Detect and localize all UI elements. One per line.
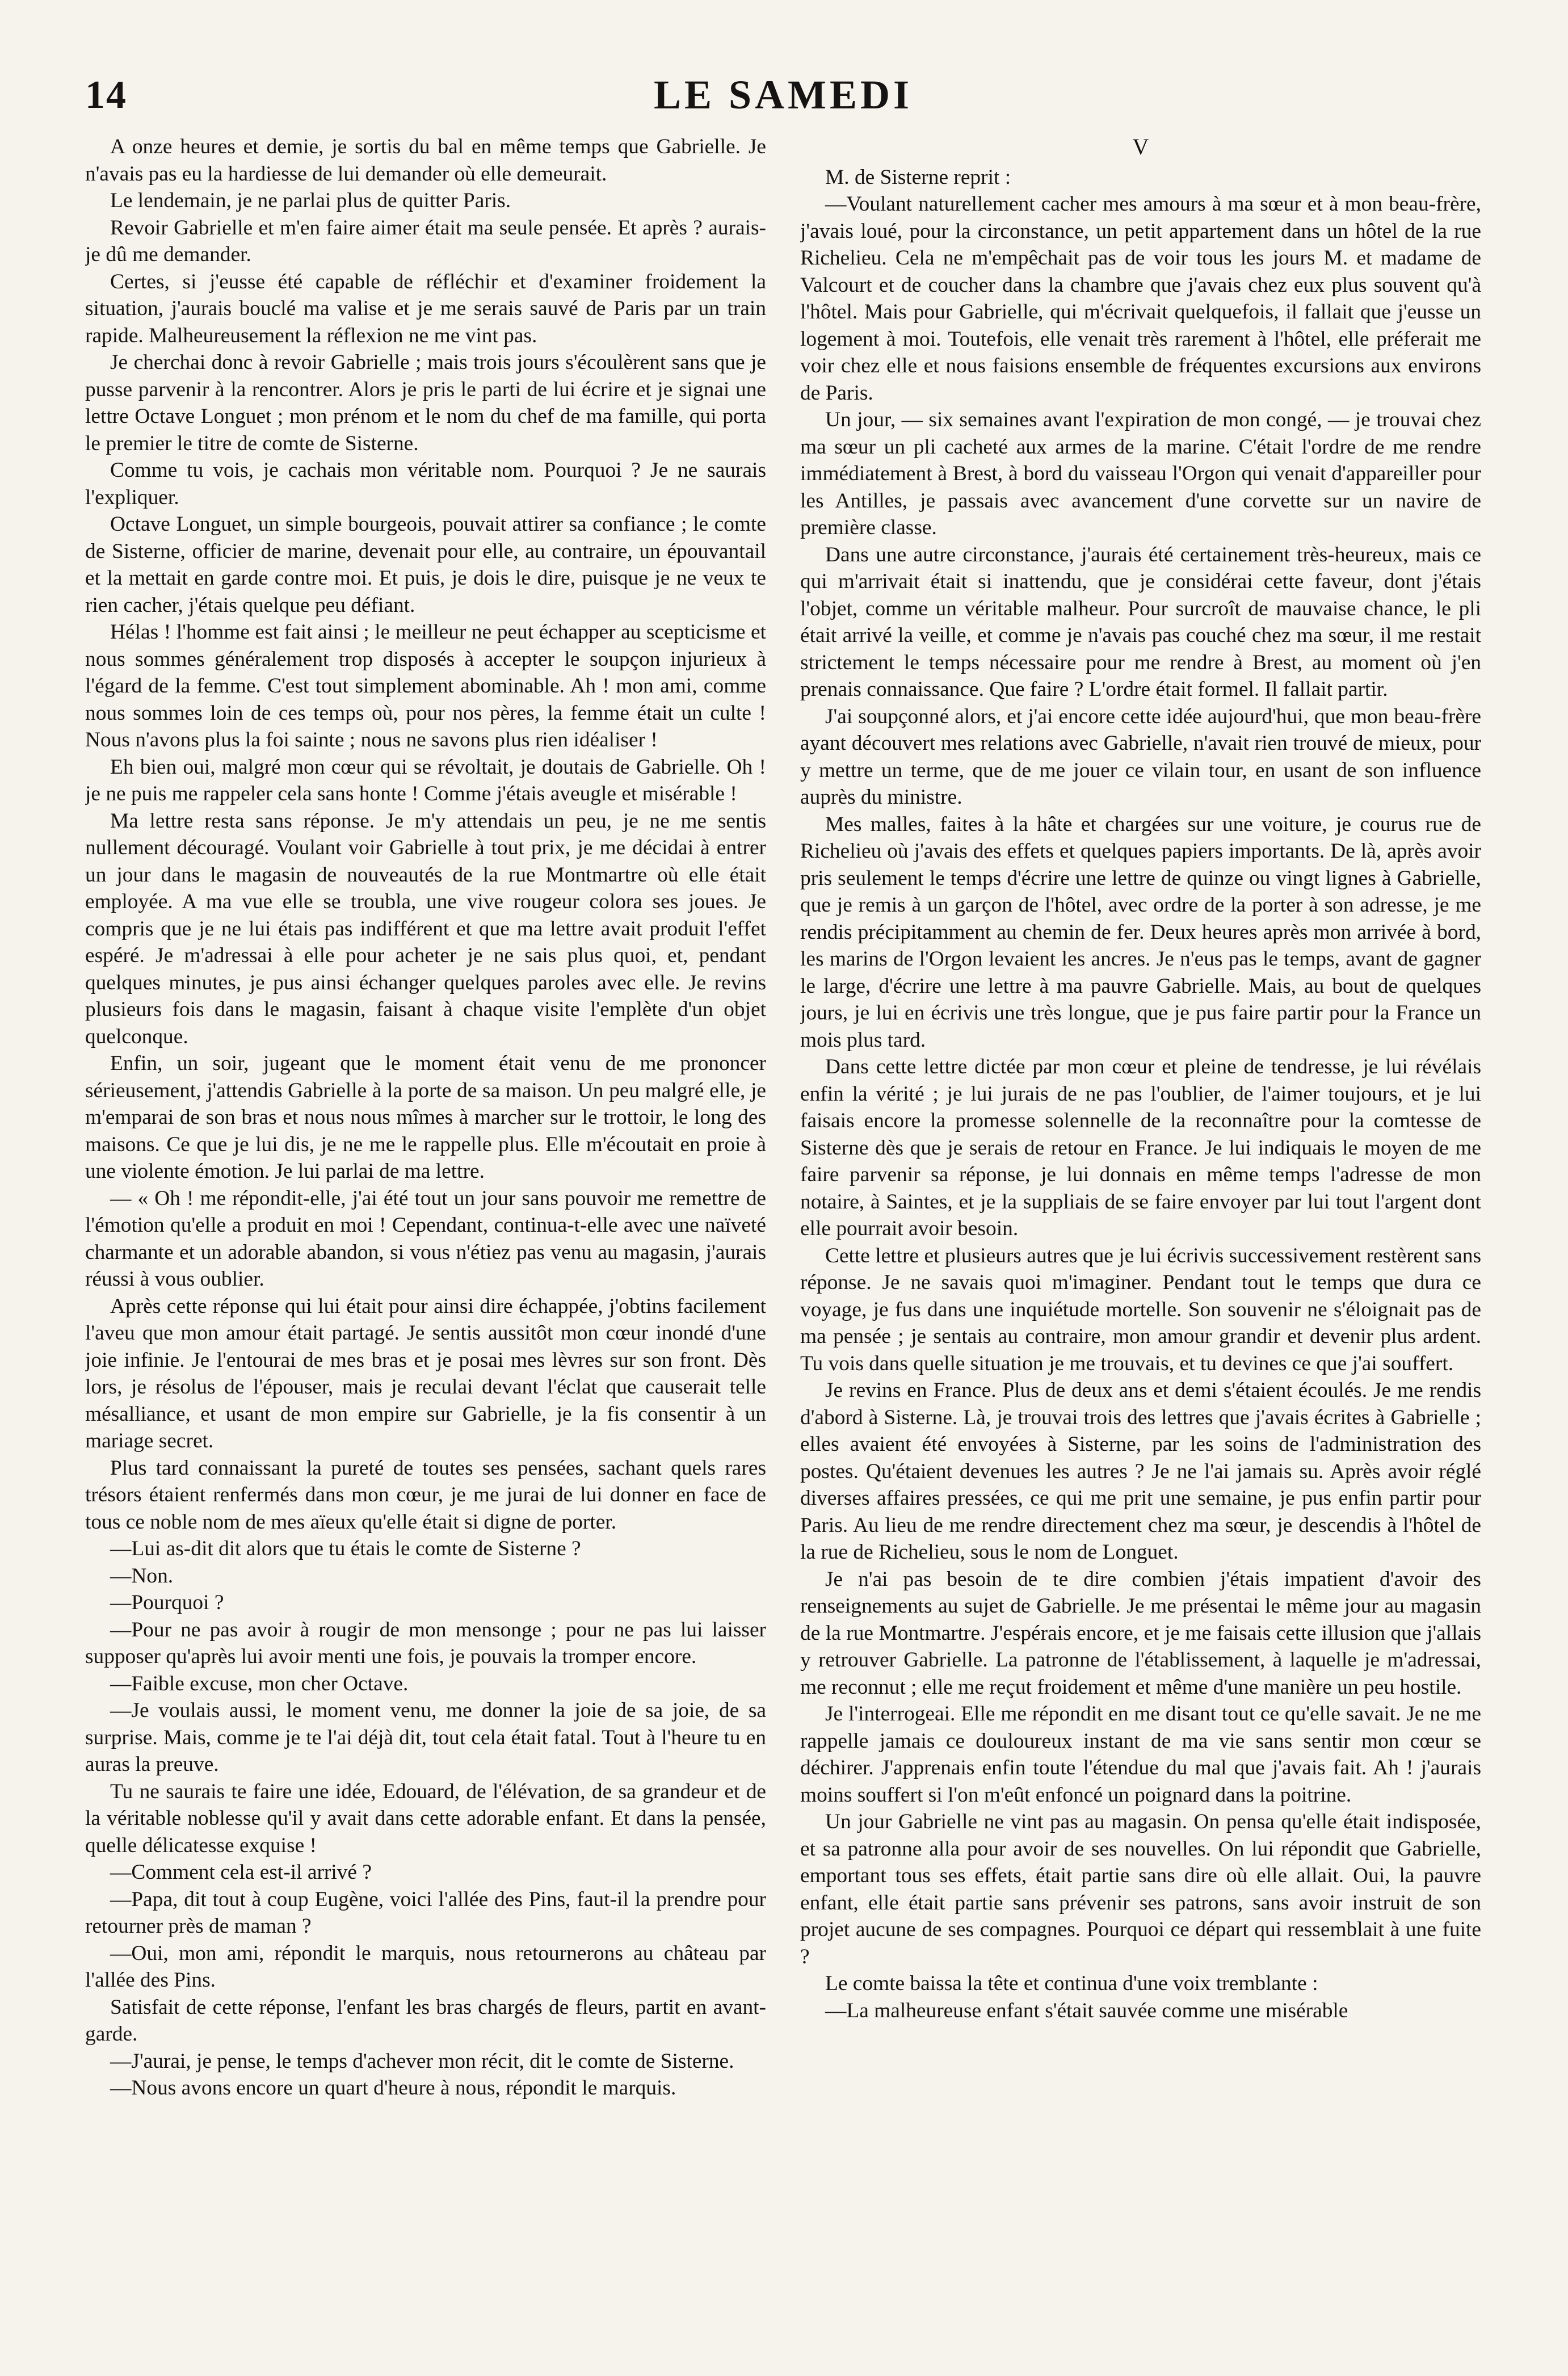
paragraph: Je revins en France. Plus de deux ans et demi s'étaient écoulés. Je me rendis d'abord à Sisterne. Là, je trouvai trois des lettres que j'avais écrites à Gabrielle ; elles avaient été envoyées à Sisterne, par les soins de l'administration des postes. Qu'étaient devenues les autres ? Je ne l'ai jamais su. Après avoir réglé diverses affaires pressées, ce qui me prit une semaine, je pus enfin partir pour Paris. Au lieu de me rendre directement chez ma sœur, je descendis à l'hôtel de la rue de Richelieu, sous le nom de Longuet.: [800, 1379, 1481, 1564]
paragraph: —Lui as-dit dit alors que tu étais le comte de Sisterne ?: [110, 1537, 581, 1560]
paragraph: Satisfait de cette réponse, l'enfant les bras chargés de fleurs, partit en avant-garde.: [85, 1995, 766, 2046]
paragraph: Mes malles, faites à la hâte et chargées sur une voiture, je courus rue de Richelieu où j'avais des effets et quelques papiers importants. De là, après avoir pris seulement le temps d'écrire une lettre de quinze ou vingt lignes à Gabrielle, que je remis à un garçon de l'hôtel, avec ordre de la porter à son adresse, je me rendis précipitamment au chemin de fer. Deux heures après mon arrivée à bord, les marins de l'Orgon levaient les ancres. Je n'eus pas le temps, avant de gagner le large, d'écrire une lettre à ma pauvre Gabrielle. Mais, au bout de quelques jours, je lui en écrivis une très longue, que je pus faire partir pour la France un mois plus tard.: [800, 812, 1481, 1052]
paragraph: —Comment cela est-il arrivé ?: [110, 1861, 372, 1884]
paragraph: Je n'ai pas besoin de te dire combien j'étais impatient d'avoir des renseignements au sujet de Gabrielle. Je me présentai le même jour au magasin de la rue Montmartre. J'espérais encore, et je me faisais cette illusion que j'allais y retrouver Gabrielle. La patronne de l'établissement, à laquelle je m'adressai, me reconnut ; elle me reçut froidement et même d'une manière un peu hostile.: [800, 1567, 1481, 1699]
paragraph: —Pourquoi ?: [110, 1591, 224, 1614]
paragraph: —Oui, mon ami, répondit le marquis, nous retournerons au château par l'allée des Pins.: [85, 1941, 766, 1992]
text-columns: [85, 133, 1481, 2341]
paragraph: —Nous avons encore un quart d'heure à nous, répondit le marquis.: [110, 2076, 676, 2100]
right-column: [800, 133, 1481, 2341]
paragraph: —Je voulais aussi, le moment venu, me donner la joie de sa joie, de sa surprise. Mais, comme je te l'ai déjà dit, tout cela était fatal. Tout à l'heure tu en auras la preuve.: [85, 1699, 766, 1776]
paragraph: Cette lettre et plusieurs autres que je lui écrivis successivement restèrent sans réponse. Je ne savais quoi m'imaginer. Pendant tout le temps que dura ce voyage, je fus dans une inquiétude mortelle. Son souvenir ne s'éloignait pas de ma pensée ; je sentais au contraire, mon amour grandir et devenir plus ardent. Tu vois dans quelle situation je me trouvais, et tu devines ce que j'ai souffert.: [800, 1244, 1481, 1375]
paragraph: A onze heures et demie, je sortis du bal en même temps que Gabrielle. Je n'avais pas eu la hardiesse de lui demander où elle demeurait.: [85, 135, 766, 186]
paragraph: Revoir Gabrielle et m'en faire aimer était ma seule pensée. Et après ? aurais-je dû me demander.: [85, 216, 766, 266]
paragraph: J'ai soupçonné alors, et j'ai encore cette idée aujourd'hui, que mon beau-frère ayant découvert mes relations avec Gabrielle, n'avait rien trouvé de mieux, pour y mettre un terme, que de me jouer ce vilain tour, en usant de son influence auprès du ministre.: [800, 704, 1481, 809]
paragraph: Ma lettre resta sans réponse. Je m'y attendais un peu, je ne me sentis nullement découragé. Voulant voir Gabrielle à tout prix, je me décidai à entrer un jour dans le magasin de nouveautés de la rue Montmartre où elle était employée. A ma vue elle se troubla, une vive rougeur colora ses joues. Je compris que je ne lui étais pas indifférent et que ma lettre avait produit l'effet espéré. Je m'adressai à elle pour acheter je ne sais plus quoi, et, pendant quelques minutes, je pus ainsi échanger quelques paroles avec elle. Je revins plusieurs fois dans le magasin, faisant à chaque visite l'emplète d'un objet quelconque.: [85, 809, 766, 1048]
left-column: [85, 133, 766, 2341]
paragraph: Eh bien oui, malgré mon cœur qui se révoltait, je doutais de Gabrielle. Oh ! je ne puis me rappeler cela sans honte ! Comme j'étais aveugle et misérable !: [85, 755, 766, 805]
paragraph: —Voulant naturellement cacher mes amours à ma sœur et à mon beau-frère, j'avais loué, pour la circonstance, un petit appartement dans un hôtel de la rue Richelieu. Cela ne m'empêchait pas de voir tous les jours M. et madame de Valcourt et de coucher dans la chambre que j'avais chez eux plus souvent qu'à l'hôtel. Mais pour Gabrielle, qui m'écrivait quelquefois, il fallait que j'eusse un logement à moi. Toutefois, elle venait très rarement à l'hôtel, elle préferait me voir chez elle et nous faisions ensemble de fréquentes excursions aux environs de Paris.: [800, 192, 1481, 405]
paragraph: Octave Longuet, un simple bourgeois, pouvait attirer sa confiance ; le comte de Sisterne, officier de marine, devenait pour elle, au contraire, un épouvantail et la mettait en garde contre moi. Et puis, je dois le dire, puisque je ne veux te rien cacher, j'étais quelque peu défiant.: [85, 513, 766, 617]
paragraph: Tu ne saurais te faire une idée, Edouard, de l'élévation, de sa grandeur et de la véritable noblesse qu'il y avait dans cette adorable enfant. Et dans la pensée, quelle délicatesse exquise !: [85, 1779, 766, 1857]
paragraph: Dans une autre circonstance, j'aurais été certainement très-heureux, mais ce qui m'arrivait était si inattendu, que je considérai cette faveur, dont j'étais l'objet, comme un véritable malheur. Pour surcroît de mauvaise chance, le pli était arrivé la veille, et comme je n'avais pas couché chez ma sœur, il me restait strictement le temps nécessaire pour me rendre à Brest, au moment où j'en prenais connaissance. Que faire ? L'ordre était formel. Il fallait partir.: [800, 543, 1481, 701]
paragraph: — « Oh ! me répondit-elle, j'ai été tout un jour sans pouvoir me remettre de l'émotion qu'elle a produit en moi ! Cependant, continua-t-elle avec une naïveté charmante et un adorable abandon, si vous n'étiez pas venu au magasin, j'aurais réussi à vous oublier.: [85, 1186, 766, 1291]
paragraph: Un jour, — six semaines avant l'expiration de mon congé, — je trouvai chez ma sœur un pli cacheté aux armes de la marine. C'était l'ordre de me rendre immédiatement à Brest, à bord du vaisseau l'Orgon qui venait d'appareiller pour les Antilles, je passais avec avancement d'une corvette sur un navire de première classe.: [800, 408, 1481, 539]
page-number: 14: [85, 73, 127, 117]
section-number: V: [1132, 134, 1149, 159]
page-header: [85, 67, 1481, 135]
paragraph: Après cette réponse qui lui était pour ainsi dire échappée, j'obtins facilement l'aveu que mon amour était partagé. Je sentis aussitôt mon cœur inondé d'une joie infinie. Je l'entourai de mes bras et je posai mes lèvres sur son front. Dès lors, je résolus de l'épouser, mais je reculai devant l'éclat que causerait telle mésalliance, et usant de mon empire sur Gabrielle, je la fis consentir à un mariage secret.: [85, 1294, 766, 1453]
paragraph: —Faible excuse, mon cher Octave.: [110, 1672, 409, 1695]
paragraph: Dans cette lettre dictée par mon cœur et pleine de tendresse, je lui révélais enfin la vérité ; je lui jurais de ne pas l'oublier, de l'aimer toujours, et je lui faisais encore la promesse solennelle de la reconnaître pour la comtesse de Sisterne dès que je serais de retour en France. Je lui indiquais le moyen de me faire parvenir sa réponse, je lui donnais en même temps l'adresse de mon notaire, à Saintes, et je la suppliais de se faire envoyer par lui tout l'argent dont elle pourrait avoir besoin.: [800, 1055, 1481, 1240]
paragraph: —Non.: [110, 1564, 174, 1588]
paragraph: Je cherchai donc à revoir Gabrielle ; mais trois jours s'écoulèrent sans que je pusse parvenir à la rencontrer. Alors je pris le parti de lui écrire et je signai une lettre Octave Longuet ; mon prénom et le nom du chef de ma famille, qui porta le premier le titre de comte de Sisterne.: [85, 351, 766, 455]
paragraph: —Pour ne pas avoir à rougir de mon mensonge ; pour ne pas lui laisser supposer qu'après lui avoir menti une fois, je pouvais la tromper encore.: [85, 1618, 766, 1668]
paragraph: Enfin, un soir, jugeant que le moment était venu de me prononcer sérieusement, j'attendis Gabrielle à la porte de sa maison. Un peu malgré elle, je m'emparai de son bras et nous nous mîmes à marcher sur le trottoir, le long des maisons. Ce que je lui dis, je ne me le rappelle plus. Elle m'écoutait en proie à une violente émotion. Je lui parlai de ma lettre.: [85, 1052, 766, 1183]
paragraph: —Papa, dit tout à coup Eugène, voici l'allée des Pins, faut-il la prendre pour retourner près de maman ?: [85, 1887, 766, 1938]
paragraph: Hélas ! l'homme est fait ainsi ; le meilleur ne peut échapper au scepticisme et nous sommes généralement trop disposés à accepter le soupçon injurieux à l'égard de la femme. C'est tout simplement abominable. Ah ! mon ami, comme nous sommes loin de ces temps où, pour nos pères, la femme était un culte ! Nous n'avons plus la foi sainte ; nous ne savons plus rien idéaliser !: [85, 620, 766, 752]
paragraph: —J'aurai, je pense, le temps d'achever mon récit, dit le comte de Sisterne.: [110, 2049, 734, 2073]
paragraph: Le lendemain, je ne parlai plus de quitter Paris.: [110, 189, 511, 212]
paragraph: Certes, si j'eusse été capable de réfléchir et d'examiner froidement la situation, j'aurais bouclé ma valise et je me serais sauvé de Paris par un train rapide. Malheureusement la réflexion ne me vint pas.: [85, 270, 766, 347]
paragraph: M. de Sisterne reprit :: [825, 165, 1011, 189]
paragraph: Un jour Gabrielle ne vint pas au magasin. On pensa qu'elle était indisposée, et sa patronne alla pour avoir de ses nouvelles. On lui répondit que Gabrielle, emportant tous ses effets, était partie sans dire où elle allait. Oui, la pauvre enfant, elle était partie sans prévenir ses patrons, sans avoir instruit de son projet aucune de ses compagnes. Pourquoi ce départ qui ressemblait à une fuite ?: [800, 1810, 1481, 1968]
paragraph: Comme tu vois, je cachais mon véritable nom. Pourquoi ? Je ne saurais l'expliquer.: [85, 459, 766, 509]
paragraph: Plus tard connaissant la pureté de toutes ses pensées, sachant quels rares trésors étaient renfermés dans mon cœur, je me jurai de lui donner en face de tous ce noble nom de mes aïeux qu'elle était si digne de porter.: [85, 1456, 766, 1534]
running-title: LE SAMEDI: [653, 72, 913, 117]
paragraph: Je l'interrogeai. Elle me répondit en me disant tout ce qu'elle savait. Je ne me rappelle jamais ce douloureux instant de ma vie sans sentir mon cœur se déchirer. J'apprenais enfin toute l'étendue du mal que j'avais fait. Ah ! j'aurais moins souffert si l'on m'eût enfoncé un poignard dans la poitrine.: [800, 1702, 1481, 1807]
paragraph: Le comte baissa la tête et continua d'une voix tremblante :: [825, 1972, 1318, 1995]
paragraph: —La malheureuse enfant s'était sauvée comme une misérable: [825, 1999, 1348, 2022]
